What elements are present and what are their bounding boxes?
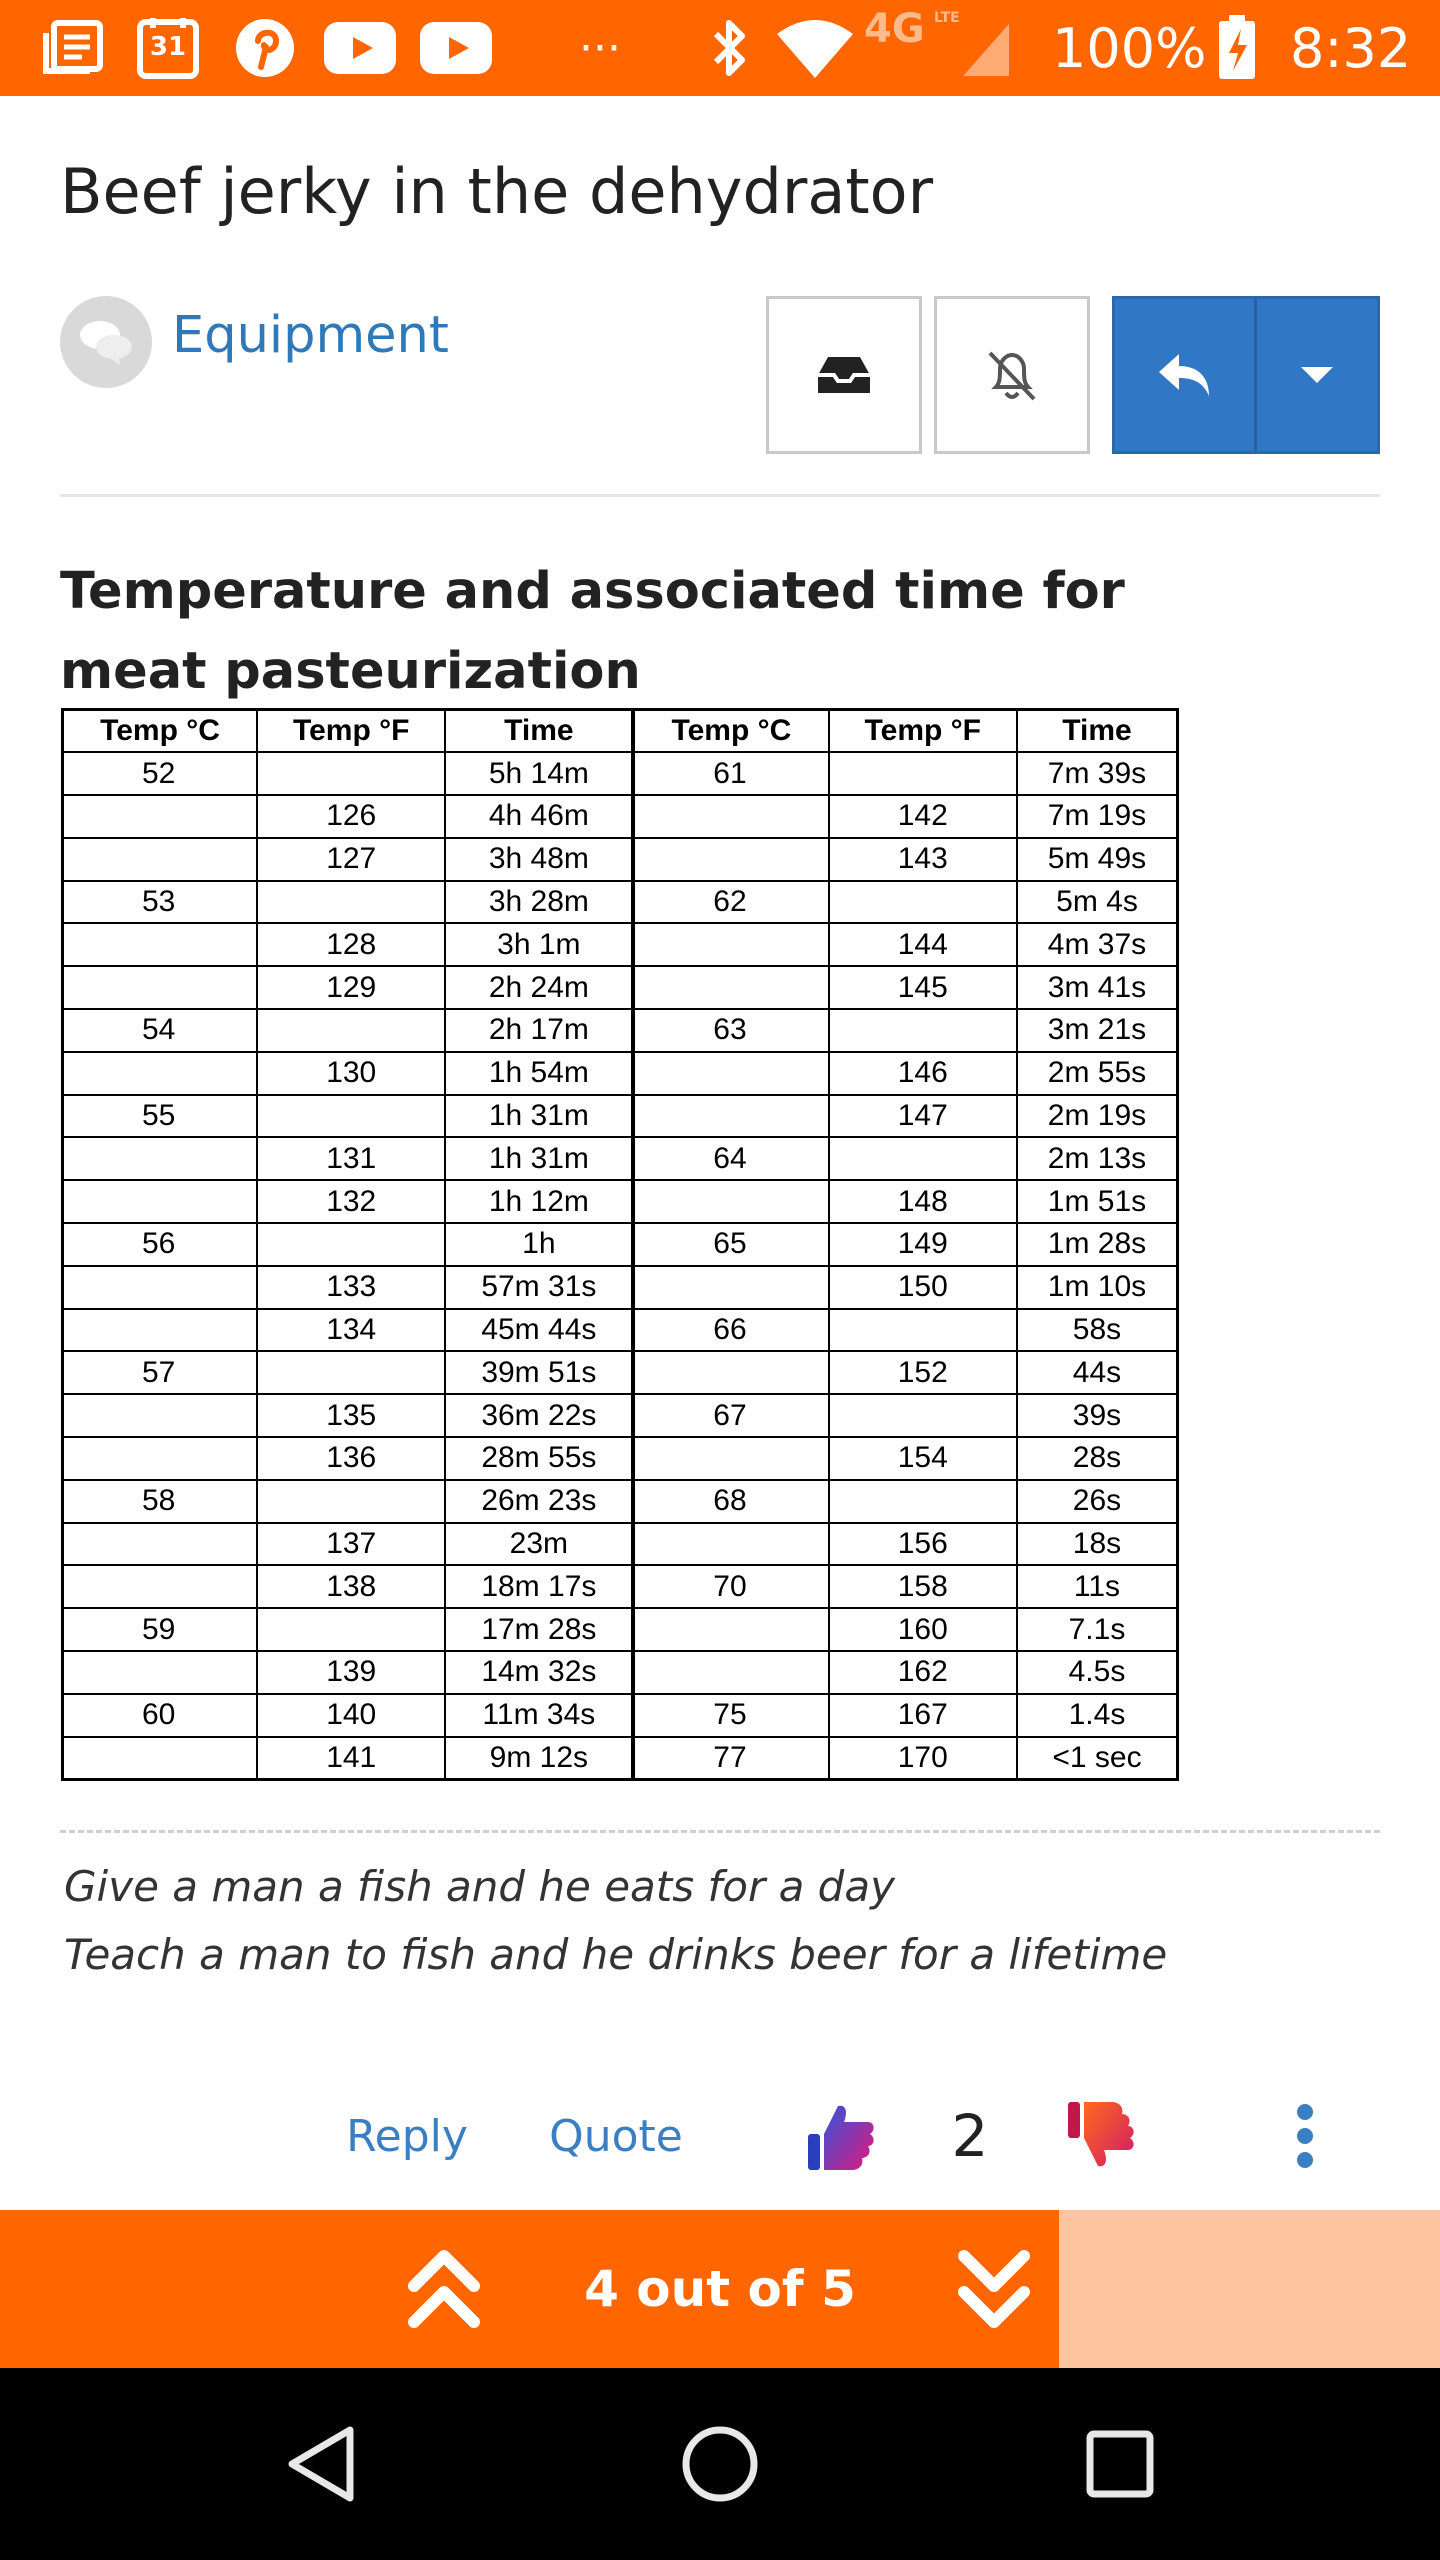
table-cell (633, 1052, 828, 1095)
table-cell (63, 1180, 258, 1223)
reply-split-button[interactable] (1112, 296, 1380, 454)
clock (1290, 0, 1420, 96)
table-cell: 2h 17m (445, 1009, 633, 1052)
reply-topic-button[interactable] (1115, 299, 1254, 451)
wifi-icon (770, 0, 860, 96)
header-divider (60, 494, 1380, 497)
table-cell: 64 (633, 1137, 828, 1180)
table-cell: 45m 44s (445, 1309, 633, 1352)
table-cell (633, 1651, 828, 1694)
more-options-button[interactable] (1270, 2096, 1340, 2176)
table-row (63, 1266, 1178, 1309)
table-row (63, 1523, 1178, 1566)
table-cell: 7.1s (1017, 1608, 1178, 1651)
table-cell (257, 881, 445, 924)
table-cell: 62 (633, 881, 828, 924)
table-row (63, 1480, 1178, 1523)
table-row (63, 1437, 1178, 1480)
table-row (63, 1180, 1178, 1223)
table-cell (633, 1437, 828, 1480)
table-cell: 9m 12s (445, 1737, 633, 1780)
table-cell (63, 1052, 258, 1095)
kebab-menu-icon (1293, 2104, 1317, 2168)
table-cell: 158 (829, 1565, 1017, 1608)
table-cell: 2m 19s (1017, 1095, 1178, 1138)
table-cell (257, 1608, 445, 1651)
table-cell: 1m 28s (1017, 1223, 1178, 1266)
caret-down-icon (1297, 363, 1337, 387)
table-cell: 150 (829, 1266, 1017, 1309)
table-header-row (63, 710, 1178, 753)
bluetooth-icon (700, 0, 760, 96)
topic-progress-bar (0, 2210, 1440, 2368)
battery-level: 100% (1052, 16, 1207, 80)
table-cell (633, 1095, 828, 1138)
more-indicator: ··· (579, 22, 621, 74)
chat-bubbles-icon (76, 317, 136, 367)
pasteurization-table (61, 708, 1179, 1781)
table-cell: 59 (63, 1608, 258, 1651)
table-cell: 11s (1017, 1565, 1178, 1608)
table-cell (257, 1009, 445, 1052)
table-cell: 5m 4s (1017, 881, 1178, 924)
category-avatar[interactable] (60, 296, 152, 388)
table-cell (829, 752, 1017, 795)
table-cell: 129 (257, 966, 445, 1009)
table-cell: 1.4s (1017, 1694, 1178, 1737)
table-cell: 130 (257, 1052, 445, 1095)
network-sub: LTE (934, 10, 960, 26)
table-cell (829, 1480, 1017, 1523)
post-position-label: 4 out of 5 (584, 2260, 856, 2318)
table-cell (829, 1009, 1017, 1052)
table-cell (633, 1351, 828, 1394)
table-cell: 3m 41s (1017, 966, 1178, 1009)
calendar-day: 31 (149, 32, 187, 62)
table-cell (257, 1480, 445, 1523)
table-row (63, 752, 1178, 795)
table-row (63, 1223, 1178, 1266)
signature-divider (60, 1830, 1380, 1833)
back-button[interactable] (232, 2368, 412, 2560)
table-cell: 7m 19s (1017, 795, 1178, 838)
table-cell: 144 (829, 923, 1017, 966)
table-cell (829, 881, 1017, 924)
table-cell (633, 1523, 828, 1566)
table-row (63, 1351, 1178, 1394)
table-cell: 149 (829, 1223, 1017, 1266)
thumbs-down-icon (1062, 2098, 1138, 2174)
table-cell: 66 (633, 1309, 828, 1352)
table-cell (829, 1137, 1017, 1180)
table-cell: 139 (257, 1651, 445, 1694)
table-cell: 3m 21s (1017, 1009, 1178, 1052)
table-cell: 2h 24m (445, 966, 633, 1009)
table-cell: 4h 46m (445, 795, 633, 838)
col-header: Time (445, 710, 633, 753)
table-cell: 170 (829, 1737, 1017, 1780)
table-cell: 162 (829, 1651, 1017, 1694)
table-cell: 143 (829, 838, 1017, 881)
topic-title: Beef jerky in the dehydrator (60, 155, 934, 228)
table-cell (633, 795, 828, 838)
table-cell: 3h 28m (445, 881, 633, 924)
table-cell: 134 (257, 1309, 445, 1352)
table-cell: 28s (1017, 1437, 1178, 1480)
table-cell (63, 1394, 258, 1437)
table-cell: 17m 28s (445, 1608, 633, 1651)
table-cell (633, 1266, 828, 1309)
table-row (63, 1651, 1178, 1694)
col-header: Temp °C (63, 710, 258, 753)
table-cell (257, 1223, 445, 1266)
notifications-muted-button[interactable] (934, 296, 1090, 454)
battery-charging-icon (1212, 0, 1262, 96)
table-row (63, 1095, 1178, 1138)
table-cell: 44s (1017, 1351, 1178, 1394)
table-row (63, 1137, 1178, 1180)
table-row (63, 1608, 1178, 1651)
table-cell (63, 1523, 258, 1566)
double-chevron-up-icon (406, 2244, 482, 2334)
table-row (63, 1309, 1178, 1352)
network-type: 4G (864, 6, 925, 52)
table-cell: 28m 55s (445, 1437, 633, 1480)
table-cell: 3h 48m (445, 838, 633, 881)
post-position[interactable] (520, 2210, 920, 2368)
pinterest-icon (230, 0, 300, 96)
youtube-icon (418, 0, 494, 96)
table-cell (63, 1437, 258, 1480)
table-cell: 148 (829, 1180, 1017, 1223)
table-cell: 145 (829, 966, 1017, 1009)
inbox-button[interactable] (766, 296, 922, 454)
table-cell (829, 1309, 1017, 1352)
table-cell: 141 (257, 1737, 445, 1780)
table-cell (633, 923, 828, 966)
table-cell: 156 (829, 1523, 1017, 1566)
recents-button[interactable] (1030, 2368, 1210, 2560)
like-count-value: 2 (951, 2102, 989, 2170)
table-cell: 26s (1017, 1480, 1178, 1523)
table-cell: 2m 55s (1017, 1052, 1178, 1095)
table-cell: 4m 37s (1017, 923, 1178, 966)
table-cell: 67 (633, 1394, 828, 1437)
table-cell: 136 (257, 1437, 445, 1480)
quote-button[interactable] (548, 2096, 684, 2176)
table-cell: 131 (257, 1137, 445, 1180)
table-cell: 63 (633, 1009, 828, 1052)
table-cell: 1h 54m (445, 1052, 633, 1095)
table-row (63, 1565, 1178, 1608)
table-cell: 75 (633, 1694, 828, 1737)
table-cell: 154 (829, 1437, 1017, 1480)
table-cell: 58 (63, 1480, 258, 1523)
battery-percent (1052, 0, 1207, 96)
table-cell: 1m 51s (1017, 1180, 1178, 1223)
table-cell: 147 (829, 1095, 1017, 1138)
table-cell: 77 (633, 1737, 828, 1780)
table-cell: 26m 23s (445, 1480, 633, 1523)
table-cell: 61 (633, 752, 828, 795)
table-cell (63, 795, 258, 838)
network-indicator (862, 0, 962, 96)
table-cell: 142 (829, 795, 1017, 838)
table-cell: 138 (257, 1565, 445, 1608)
reply-button[interactable] (340, 2096, 474, 2176)
clock-time: 8:32 (1290, 16, 1412, 80)
table-row (63, 838, 1178, 881)
table-cell (63, 1266, 258, 1309)
table-row (63, 795, 1178, 838)
table-cell: 58s (1017, 1309, 1178, 1352)
like-button[interactable] (800, 2096, 880, 2176)
table-cell: 127 (257, 838, 445, 881)
table-cell: 52 (63, 752, 258, 795)
table-row (63, 1009, 1178, 1052)
jump-to-top-button[interactable] (384, 2210, 504, 2368)
table-cell: 5m 49s (1017, 838, 1178, 881)
table-cell: 53 (63, 881, 258, 924)
android-nav-bar (0, 2368, 1440, 2560)
col-header: Time (1017, 710, 1178, 753)
table-cell: 132 (257, 1180, 445, 1223)
table-cell: 128 (257, 923, 445, 966)
recents-square-icon (1084, 2428, 1156, 2500)
table-cell: 1h (445, 1223, 633, 1266)
table-cell: 5h 14m (445, 752, 633, 795)
table-cell: 1m 10s (1017, 1266, 1178, 1309)
table-cell: 133 (257, 1266, 445, 1309)
table-cell: 2m 13s (1017, 1137, 1178, 1180)
home-circle-icon (680, 2424, 760, 2504)
table-row (63, 1052, 1178, 1095)
signature-line: Teach a man to fish and he drinks beer for a lifetime (64, 1930, 1168, 1979)
table-cell: 68 (633, 1480, 828, 1523)
table-cell (63, 838, 258, 881)
quote-label: Quote (549, 2110, 683, 2162)
table-cell: 39m 51s (445, 1351, 633, 1394)
table-row (63, 1394, 1178, 1437)
table-cell: 39s (1017, 1394, 1178, 1437)
post-heading: Temperature and associated time for meat pasteurization (60, 562, 1125, 701)
status-bar (0, 0, 1440, 96)
home-button[interactable] (630, 2368, 810, 2560)
calendar-icon (132, 0, 204, 96)
signature-line: Give a man a fish and he eats for a day (64, 1862, 895, 1911)
table-cell: 137 (257, 1523, 445, 1566)
table-cell: 23m (445, 1523, 633, 1566)
table-cell (257, 752, 445, 795)
col-header: Temp °F (257, 710, 445, 753)
table-cell: 1h 31m (445, 1095, 633, 1138)
table-cell: 152 (829, 1351, 1017, 1394)
table-cell: 1h 12m (445, 1180, 633, 1223)
table-cell: 14m 32s (445, 1651, 633, 1694)
more-notifications (560, 0, 640, 96)
dislike-button[interactable] (1060, 2096, 1140, 2176)
table-cell: 4.5s (1017, 1651, 1178, 1694)
table-cell: 135 (257, 1394, 445, 1437)
table-cell: 70 (633, 1565, 828, 1608)
table-cell (63, 1309, 258, 1352)
table-cell (633, 1608, 828, 1651)
table-cell (633, 1180, 828, 1223)
col-header: Temp °C (633, 710, 828, 753)
table-cell: 160 (829, 1608, 1017, 1651)
double-chevron-down-icon (956, 2244, 1032, 2334)
table-cell (63, 1651, 258, 1694)
table-cell: 146 (829, 1052, 1017, 1095)
table-cell: 57m 31s (445, 1266, 633, 1309)
table-cell (63, 966, 258, 1009)
table-cell (829, 1394, 1017, 1437)
table-cell: 140 (257, 1694, 445, 1737)
col-header: Temp °F (829, 710, 1017, 753)
table-cell (257, 1351, 445, 1394)
signal-icon (958, 0, 1014, 96)
table-cell: 3h 1m (445, 923, 633, 966)
table-cell (63, 1137, 258, 1180)
category-link[interactable]: Equipment (172, 306, 449, 365)
table-cell: 167 (829, 1694, 1017, 1737)
inbox-icon (814, 353, 874, 397)
table-cell: 54 (63, 1009, 258, 1052)
table-cell: 55 (63, 1095, 258, 1138)
table-cell: 11m 34s (445, 1694, 633, 1737)
table-cell: 1h 31m (445, 1137, 633, 1180)
table-cell: 60 (63, 1694, 258, 1737)
table-row (63, 966, 1178, 1009)
table-cell: <1 sec (1017, 1737, 1178, 1780)
like-count (930, 2096, 1010, 2176)
table-cell (633, 966, 828, 1009)
bell-slash-icon (980, 343, 1044, 407)
table-cell (257, 1095, 445, 1138)
table-cell (63, 1737, 258, 1780)
table-cell (63, 1565, 258, 1608)
table-cell: 56 (63, 1223, 258, 1266)
table-cell: 57 (63, 1351, 258, 1394)
table-cell: 126 (257, 795, 445, 838)
table-row (63, 923, 1178, 966)
reply-arrow-icon (1155, 350, 1215, 400)
table-cell: 18m 17s (445, 1565, 633, 1608)
table-cell: 36m 22s (445, 1394, 633, 1437)
thumbs-up-icon (802, 2098, 878, 2174)
youtube-icon (322, 0, 398, 96)
table-cell (63, 923, 258, 966)
jump-to-bottom-button[interactable] (934, 2210, 1054, 2368)
table-cell: 65 (633, 1223, 828, 1266)
table-body (63, 752, 1178, 1779)
table-row (63, 881, 1178, 924)
back-triangle-icon (284, 2424, 360, 2504)
table-cell: 18s (1017, 1523, 1178, 1566)
reply-options-button[interactable] (1257, 299, 1377, 451)
table-row (63, 1694, 1178, 1737)
news-icon (38, 0, 108, 96)
reply-label: Reply (346, 2110, 468, 2162)
table-cell (633, 838, 828, 881)
table-row (63, 1737, 1178, 1780)
table-cell: 7m 39s (1017, 752, 1178, 795)
